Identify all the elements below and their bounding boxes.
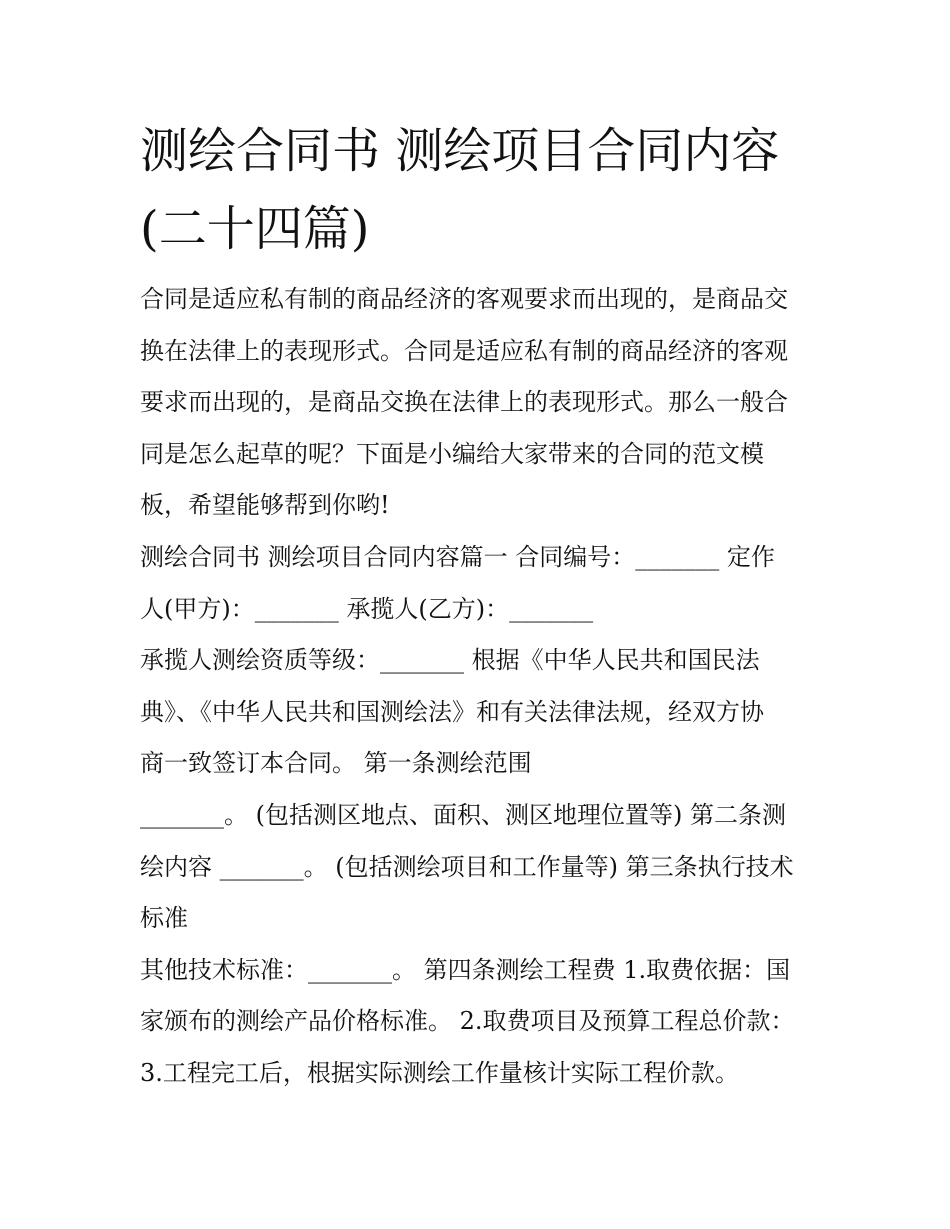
document-title <box>140 112 812 268</box>
body-line: 同是怎么起草的呢？下面是小编给大家带来的合同的范文模 <box>140 439 764 468</box>
body-line: 板，希望能够帮到你哟! <box>140 491 390 520</box>
body-line: 典》、《中华人民共和国测绘法》和有关法律法规，经双方协 <box>140 697 764 726</box>
body-line: 要求而出现的，是商品交换在法律上的表现形式。那么一般合 <box>140 388 788 417</box>
body-line: 换在法律上的表现形式。合同是适应私有制的商品经济的客观 <box>140 336 788 365</box>
title-line-1: 测绘合同书 测绘项目合同内容 <box>140 123 780 179</box>
body-line: 绘内容 _______。 (包括测绘项目和工作量等) 第三条执行技术 <box>140 852 794 881</box>
body-line: 承揽人测绘资质等级：_______ 根据《中华人民共和国民法 <box>140 646 760 675</box>
body-line: 测绘合同书 测绘项目合同内容篇一 合同编号：_______ 定作 <box>140 542 775 571</box>
body-line: 合同是适应私有制的商品经济的客观要求而出现的，是商品交 <box>140 285 788 313</box>
body-line: 其他技术标准：_______。 第四条测绘工程费 1.取费依据：国 <box>140 955 791 984</box>
body-line: 家颁布的测绘产品价格标准。 2.取费项目及预算工程总价款： <box>140 1007 795 1036</box>
body-line: 商一致签订本合同。 第一条测绘范围 <box>140 749 532 778</box>
body-line: 人(甲方)：_______ 承揽人(乙方)：_______ <box>140 594 594 623</box>
document-body <box>140 274 820 1100</box>
title-line-2: (二十四篇) <box>140 201 370 257</box>
body-line: _______。 (包括测区地点、面积、测区地理位置等) 第二条测 <box>140 800 786 829</box>
body-line: 标准 <box>140 904 188 933</box>
body-line: 3.工程完工后，根据实际测绘工作量核计实际工程价款。 <box>140 1058 739 1087</box>
